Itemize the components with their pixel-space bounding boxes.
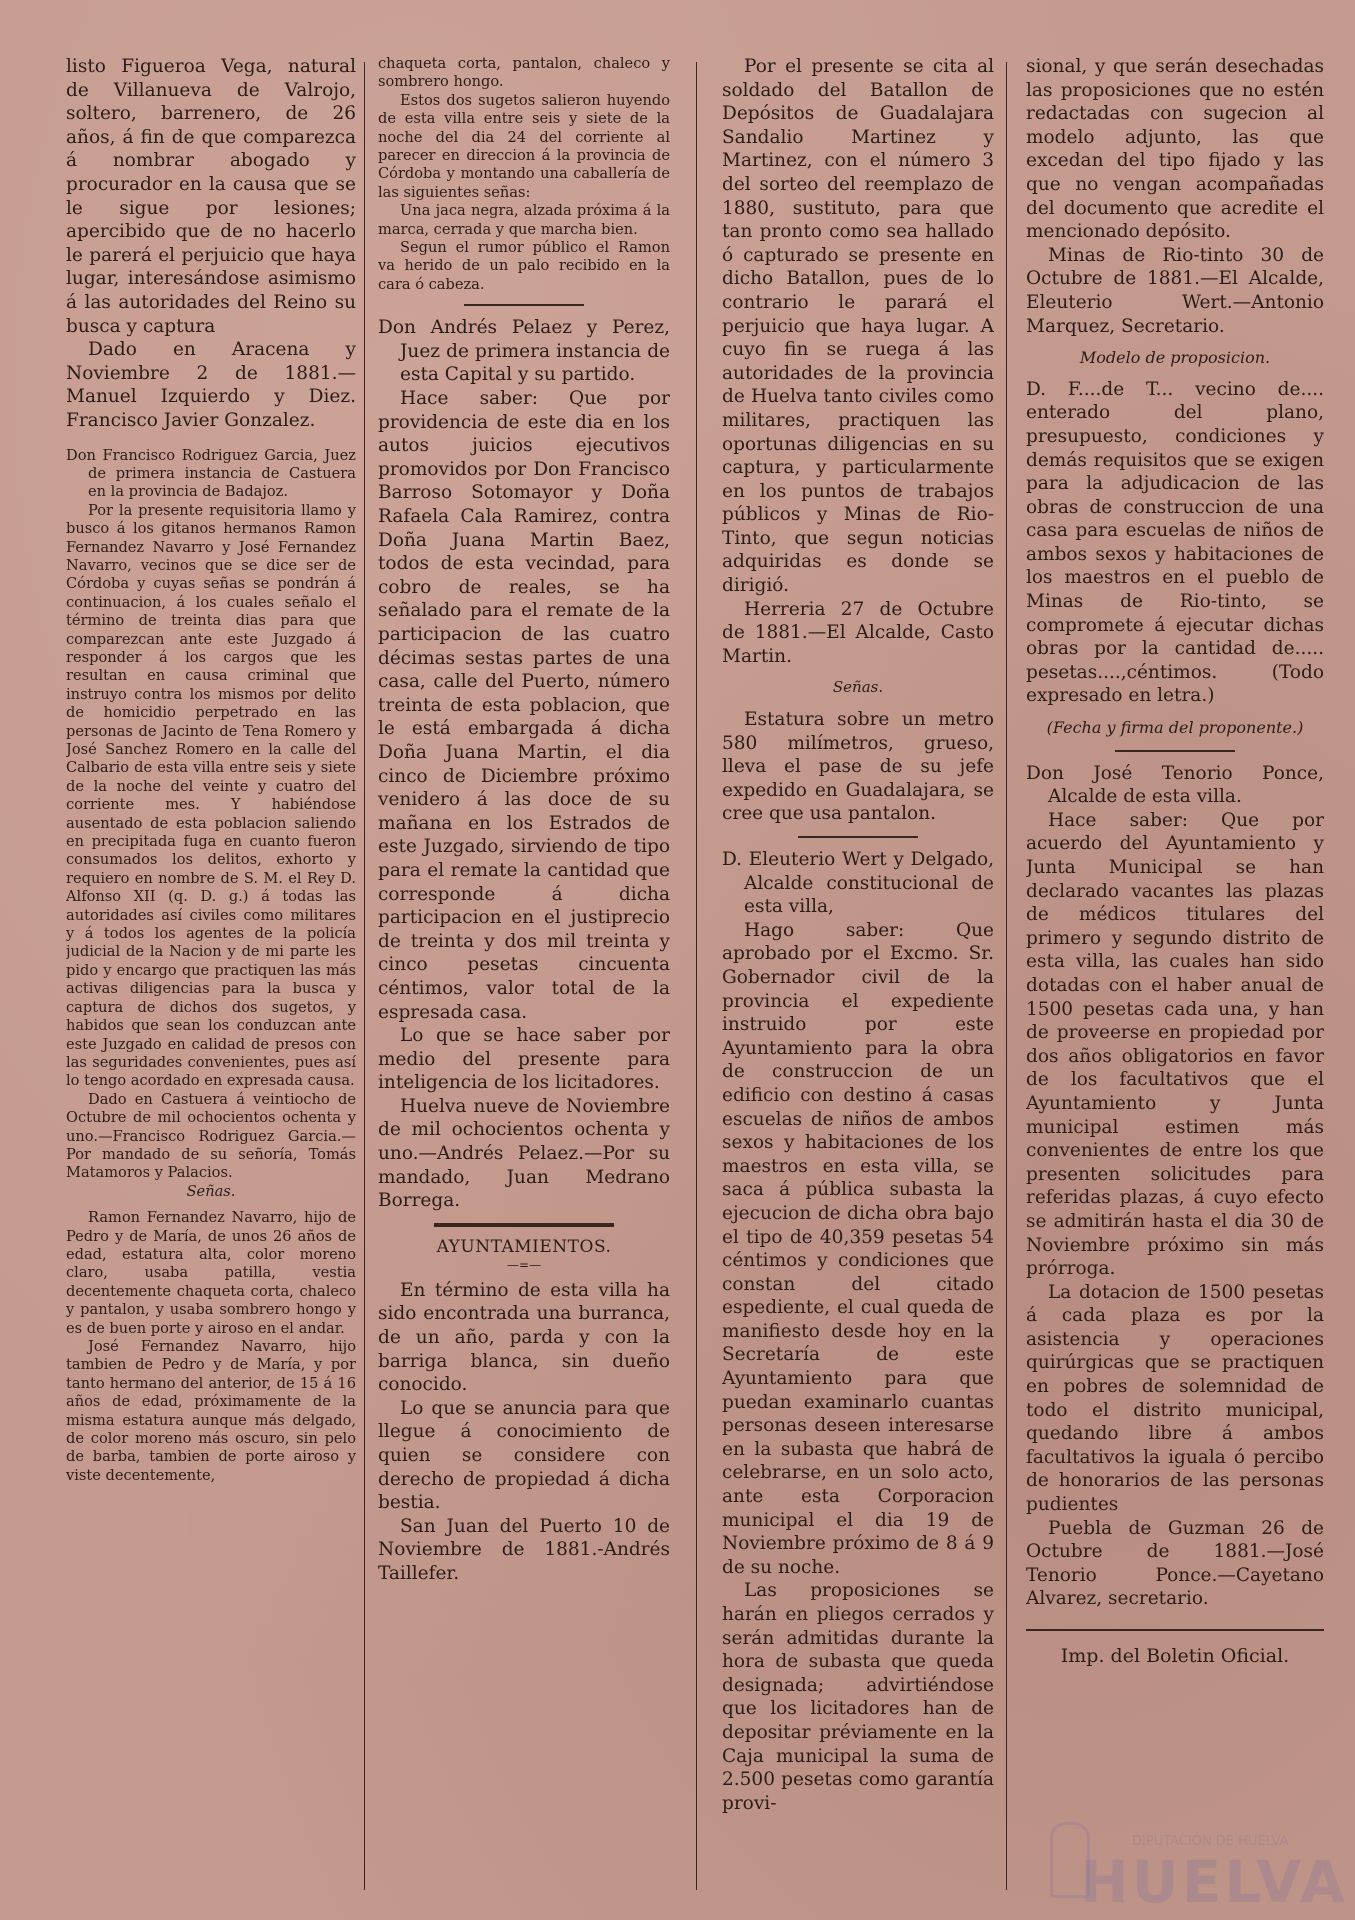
- section-label: Modelo de proposicion.: [1079, 348, 1271, 368]
- notice-text: La dotacion de 1500 pesetas á cada plaza es por la asistencia y operaciones quirúrgicas que se practiquen en pobres de solemnidad de todo el distrito municipal, quedando libre á ambos facultativos la iguala ó percibo de honorarios de las personas pudientes: [1026, 1281, 1324, 1516]
- column-2: [378, 55, 670, 1900]
- notice-text: Hago saber: Que aprobado por el Excmo. Sr. Gobernador civil de la provincia el expediente instruido por este Ayuntamiento para la obra de construccion de un edificio con destino á casas escuelas de niños de ambos sexos y habitaciones de los maestros en esta villa, se saca á pública subasta la ejecucion de dicha obra bajo el tipo de 40,359 pesetas 54 céntimos y condiciones que constan del citado espediente, el cual queda de manifiesto desde hoy en la Secretaría de este Ayuntamiento para que puedan examinarlo cuantas personas deseen interesarse en la subasta que habrá de celebrarse, en un solo acto, ante esta Corporacion municipal el dia 19 de Noviembre próximo de 8 á 9 de su noche.: [722, 919, 994, 1578]
- section-label: Señas.: [832, 678, 884, 697]
- notice-header: Don Francisco Rodriguez Garcia, Juez de primera instancia de Castuera en la provincia de Badajoz.: [66, 446, 356, 501]
- column-3: [722, 55, 994, 1900]
- notice-text: listo Figueroa Vega, natural de Villanueva de Valrojo, soltero, barrenero, de 26 años, á fin de que comparezca á nombrar abogado y procurador en la causa que se le sigue por lesiones; apercibido que de no hacerlo le parerá el perjuicio que haya lugar, interesándose asimismo á las autoridades del Reino su busca y captura: [66, 56, 356, 337]
- column-4: [1026, 55, 1324, 1900]
- notice-text: En término de esta villa ha sido encontrada una burranca, de un año, parda y con la barriga blanca, sin dueño conocido.: [378, 1279, 670, 1396]
- notice-text: Hace saber: Que por providencia de este dia en los autos juicios ejecutivos promovidos por Don Francisco Barroso Sotomayor y Doña Rafaela Cala Ramirez, contra Doña Juana Martin Baez, todos de esta vecindad, para cobro de reales, se ha señalado para el remate de la participacion de las cuatro décimas sestas partes de una casa, calle del Puerto, número treinta de esta poblacion, que le está embargada á dicha Doña Juana Martin, el dia cinco de Diciembre próximo venidero á las doce de su mañana en los Estrados de este Juzgado, sirviendo de tipo para el remate la cantidad que corresponde á dicha participacion en el justiprecio de treinta y dos mil treinta y cinco pesetas cincuenta céntimos, valor total de la espresada casa.: [378, 388, 670, 1023]
- notice-date: Huelva nueve de Noviembre de mil ochocientos ochenta y uno.—Andrés Pelaez.—Por su mandado, Juan Medrano Borrega.: [378, 1095, 670, 1212]
- section-heading: AYUNTAMIENTOS.: [436, 1236, 612, 1257]
- column-rule: [364, 62, 365, 1890]
- separator-rule: [1115, 750, 1235, 752]
- column-1: [66, 55, 356, 1900]
- separator-rule: [798, 836, 918, 838]
- description-text: José Fernandez Navarro, hijo tambien de Pedro y de María, y por tanto hermano del anterior, de 15 á 16 años de edad, próximamente de la misma estatura aunque más delgado, de color moreno más oscuro, sin pelo de barba, tambien de porte airoso y viste decentemente,: [66, 1338, 356, 1484]
- heading-ornament: —=—: [506, 1257, 542, 1272]
- watermark-logo: [1050, 1812, 1350, 1916]
- description-text: Ramon Fernandez Navarro, hijo de Pedro y de María, de unos 26 años de edad, estatura alta, color moreno claro, usaba patilla, vestia decentemente chaqueta corta, chaleco y pantalon, y usaba sombrero hongo y es de buen porte y airoso en el andar.: [66, 1209, 356, 1337]
- notice-date: Minas de Rio-tinto 30 de Octubre de 1881.—El Alcalde, Eleuterio Wert.—Antonio Marquez, Secretario.: [1026, 244, 1324, 337]
- watermark-subtitle: DIPUTACIÓN DE HUELVA: [1132, 1834, 1289, 1849]
- notice-text: Por la presente requisitoria llamo y busco á los gitanos hermanos Ramon Fernandez Navarro y José Fernandez Navarro, vecinos que se dice ser de Córdoba y cuyas señas se pondrán á continuacion, á los cuales señalo el término de treinta dias para que comparezcan ante este Juzgado á responder á los cargos que les resultan en causa criminal que instruyo contra los mismos por delito de homicidio perpetrado en las personas de Jacinto de Tena Romero y José Sanchez Romero en la calle del Calbario de esta villa entre seis y siete de la noche del veinte y cuatro del corriente mes. Y habiéndose ausentado de esta poblacion saliendo en precipitada fuga en cuanto fueron consumados los delitos, exhorto y requiero en nombre de S. M. el Rey D. Alfonso XII (q. D. g.) á todas las autoridades así civiles como militares y á todos los agentes de la policía judicial de la Nacion y de mi parte les pido y encargo que practiquen las más activas diligencias para la busca y captura de dichos dos sugetos, y habidos que sean los conduzcan ante este Juzgado en calidad de presos con las seguridades convenientes, pues así lo tengo acordado en expresada causa.: [66, 501, 356, 1090]
- signature-note: (Fecha y firma del proponente.): [1046, 718, 1304, 738]
- description-text: Estos dos sugetos salieron huyendo de esta villa entre seis y siete de la noche del dia 24 del corriente al parecer en direccion á la provincia de Córdoba y montando una caballería de las siguientes señas:: [378, 91, 670, 201]
- model-text: D. F....de T... vecino de.... enterado del plano, presupuesto, condiciones y demás requisitos que se exigen para la adjudicacion de las obras de construccion de una casa para escuelas de niños de ambos sexos y habitaciones de los maestros en el pueblo de Minas de Rio-tinto, se compromete á ejecutar dichas obras por la cantidad de..... pesetas....,céntimos. (Todo expresado en letra.): [1026, 378, 1324, 707]
- description-text: Una jaca negra, alzada próxima á la marca, cerrada y que marcha bien.: [378, 202, 670, 238]
- notice-date: San Juan del Puerto 10 de Noviembre de 1881.-Andrés Taillefer.: [378, 1515, 670, 1584]
- column-rule: [696, 62, 697, 1890]
- notice-date: Dado en Castuera á veintiocho de Octubre de mil ochocientos ochenta y uno.—Francisco Rodriguez Garcia.—Por mandado de su señoría, Tomás Matamoros y Palacios.: [66, 1090, 356, 1182]
- notice-date: Puebla de Guzman 26 de Octubre de 1881.—José Tenorio Ponce.—Cayetano Alvarez, secretario.: [1026, 1517, 1324, 1610]
- notice-text: Lo que se anuncia para que llegue á conocimiento de quien se considere con derecho de propiedad á dicha bestia.: [378, 1397, 670, 1514]
- description-text: Estatura sobre un metro 580 milímetros, grueso, lleva el pase de su jefe expedido en Guadalajara, se cree que usa pantalon.: [722, 709, 994, 825]
- notice-header: D. Eleuterio Wert y Delgado, Alcalde constitucional de esta villa,: [722, 849, 994, 918]
- notice-text: sional, y que serán desechadas las proposiciones que no estén redactadas con sugecion al modelo adjunto, las que excedan del tipo fijado y las que no vengan acompañadas del documento que acredite el mencionado depósito.: [1026, 56, 1324, 243]
- column-rule: [1006, 62, 1007, 1890]
- notice-date: Dado en Aracena y Noviembre 2 de 1881.—Manuel Izquierdo y Diez. Francisco Javier Gonzalez.: [66, 339, 356, 431]
- description-text: chaqueta corta, pantalon, chaleco y sombrero hongo.: [378, 55, 670, 91]
- watermark-brand: HUELVA: [1080, 1848, 1349, 1916]
- separator-rule: [1026, 1629, 1324, 1631]
- notice-header: Don Andrés Pelaez y Perez, Juez de primera instancia de esta Capital y su partido.: [378, 317, 670, 386]
- notice-date: Herreria 27 de Octubre de 1881.—El Alcalde, Casto Martin.: [722, 598, 994, 667]
- notice-header: Don José Tenorio Ponce, Alcalde de esta villa.: [1026, 762, 1324, 808]
- section-label: Señas.: [186, 1182, 236, 1200]
- notice-text: Lo que se hace saber por medio del presente para inteligencia de los licitadores.: [378, 1025, 670, 1094]
- notice-text: Las proposiciones se harán en pliegos cerrados y serán admitidas durante la hora de subasta que queda designada; advirtiéndose que los licitadores han de depositar préviamente en la Caja municipal la suma de 2.500 pesetas como garantía provi-: [722, 1580, 994, 1814]
- printer-footer: Imp. del Boletin Oficial.: [1060, 1645, 1290, 1667]
- description-text: Segun el rumor público el Ramon va herido de un palo recibido en la cara ó cabeza.: [378, 239, 670, 293]
- separator-rule: [464, 304, 584, 306]
- notice-text: Por el presente se cita al soldado del Batallon de Depósitos de Guadalajara Sandalio Martinez y Martinez, con el número 3 del sorteo del reemplazo de 1880, sustituto, para que tan pronto como sea hallado ó capturado se presente en dicho Batallon, pues de lo contrario le parará el perjuicio que haya lugar. A cuyo fin se ruega á las autoridades de la provincia de Huelva tanto civiles como militares, practiquen las oportunas diligencias en su captura, y particularmente en los puntos de trabajos públicos y Minas de Rio-Tinto, que segun noticias adquiridas es donde se dirigió.: [722, 56, 994, 597]
- separator-rule: [434, 1223, 614, 1227]
- notice-text: Hace saber: Que por acuerdo del Ayuntamiento y Junta Municipal se han declarado vacantes las plazas de médicos titulares del primero y segundo distrito de esta villa, las cuales han sido dotadas con el haber anual de 1500 pesetas cada una, y han de proveerse en propiedad por dos años obligatorios en favor de los facultativos que el Ayuntamiento y Junta municipal estimen más convenientes de entre los que presenten solicitudes para referidas plazas, á cuyo efecto se admitirán hasta el dia 30 de Noviembre próximo sin más prórroga.: [1026, 809, 1324, 1280]
